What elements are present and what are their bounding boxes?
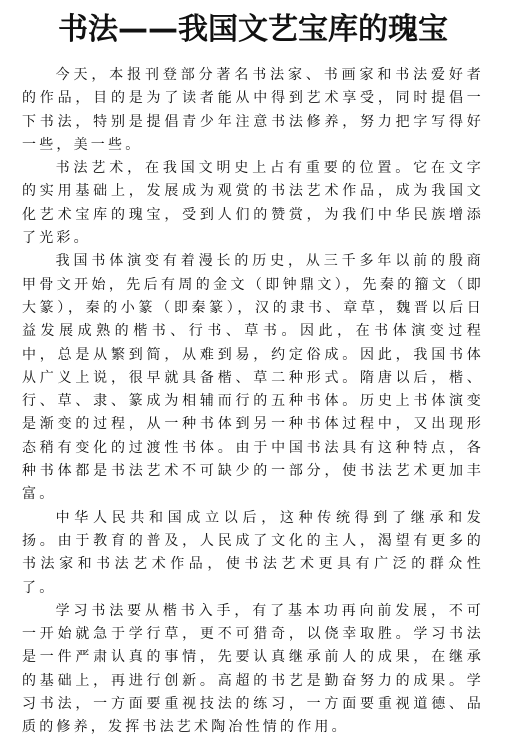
article-paragraph: 书法艺术，在我国文明史上占有重要的位置。它在文字的实用基础上，发展成为观赏的书法艺术作品，成为我国文化艺术宝库的瑰宝，受到人们的赞赏，为我们中华民族增添了光彩。 [22, 160, 484, 247]
article-paragraph: 学习书法要从楷书入手，有了基本功再向前发展，不可一开始就急于学行草，更不可猎奇，以侥幸取胜。学习书法是一件严肃认真的事情，先要认真继承前人的成果，在继承的基础上，再进行创新。高超的书艺是勤奋努力的成果。学习书法，一方面要重视技法的练习，一方面要重视道德、品质的修养，发挥书法艺术陶冶性情的作用。 [22, 602, 484, 736]
article-title: 书法——我国文艺宝库的瑰宝 [58, 12, 448, 47]
article-paragraph: 中华人民共和国成立以后，这种传统得到了继承和发扬。由于教育的普及，人民成了文化的主人，渴望有更多的书法家和书法艺术作品，使书法艺术更具有广泛的群众性了。 [22, 509, 484, 596]
article-paragraph: 今天，本报刊登部分著名书法家、书画家和书法爱好者的作品，目的是为了读者能从中得到艺术享受，同时提倡一下书法，特别是提倡青少年注意书法修养，努力把字写得好一些，美一些。 [22, 67, 484, 153]
article-paragraph: 我国书体演变有着漫长的历史，从三千多年以前的殷商甲骨文开始，先后有周的金文（即钟鼎文），先秦的籀文（即大篆），秦的小篆（即秦篆），汉的隶书、章草，魏晋以后日益发展成熟的楷书、行书、草书。因此，在书体演变过程中，总是从繁到简，从难到易，约定俗成。因此，我国书体从广义上说，很早就具备楷、草二种形式。隋唐以后，楷、行、草、隶、篆成为相辅而行的五种书体。历史上书体演变是渐变的过程，从一种书体到另一种书体过程中，又出现形态稍有变化的过渡性书体。由于中国书法具有这种特点，各种书体都是书法艺术不可缺少的一部分，使书法艺术更加丰富。 [22, 253, 484, 503]
article-body [22, 64, 484, 740]
